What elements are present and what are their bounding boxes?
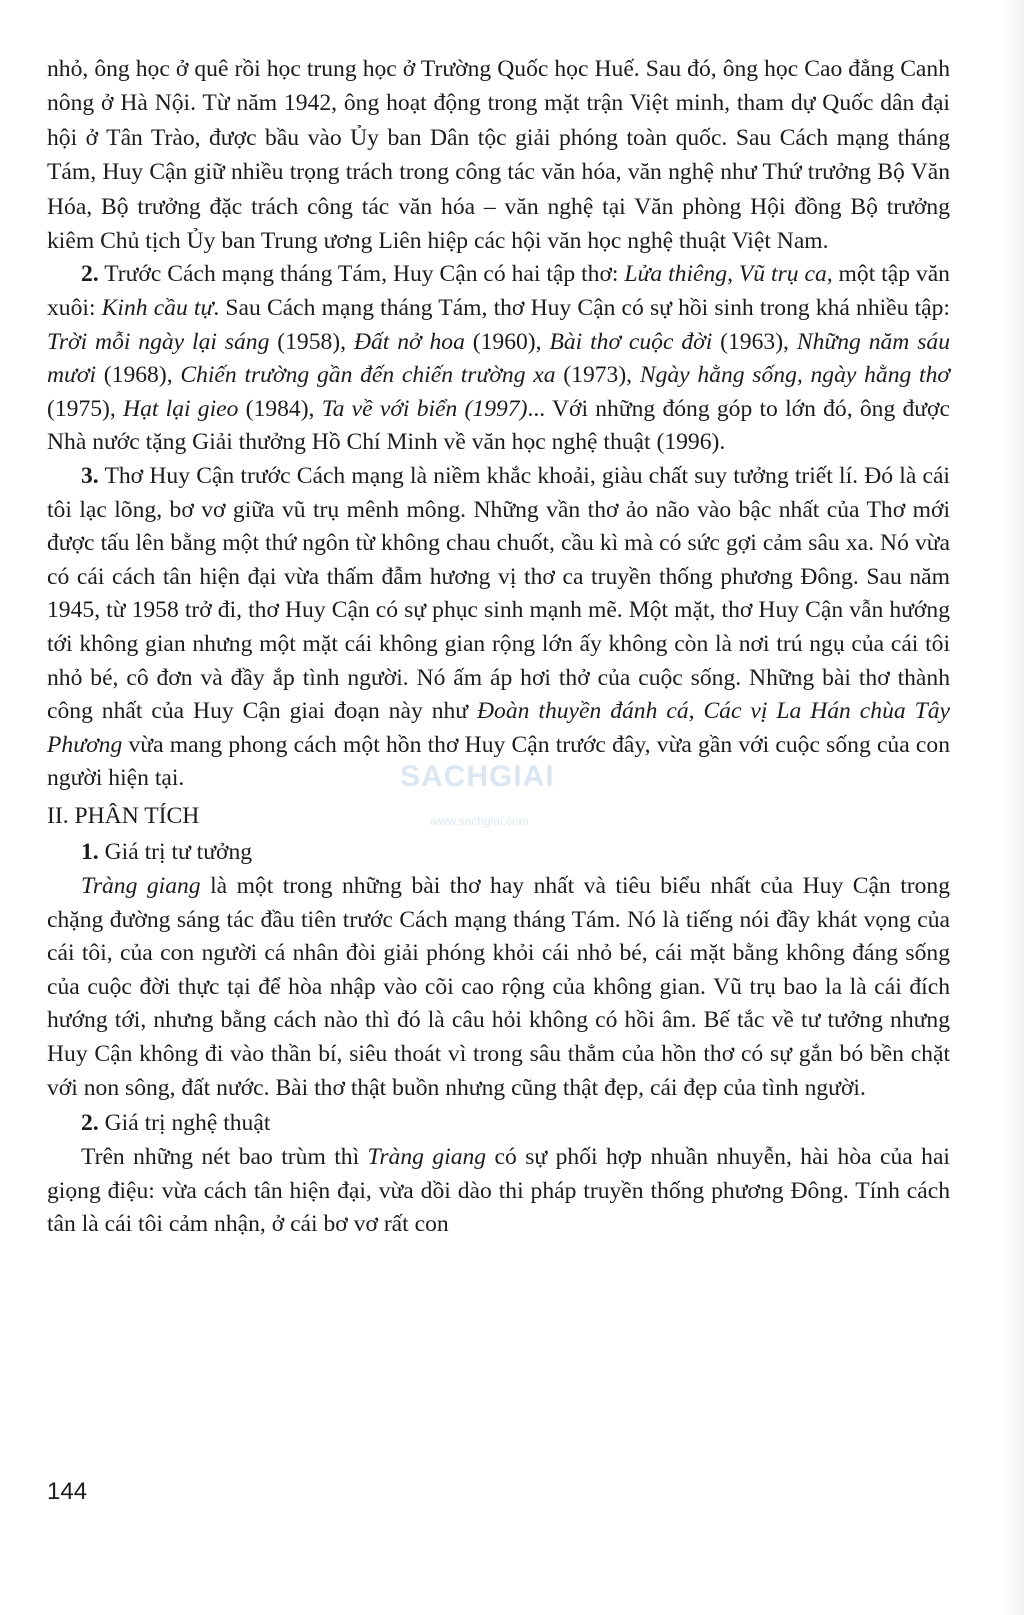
subheading-artistic-value [47,1105,950,1141]
point-number: 3. [81,463,99,489]
text-run: ... Với những đóng góp to lớn đó, ông được Nhà nước tặng Giải thưởng Hồ Chí Minh về văn học nghệ thuật (1996). [47,395,951,456]
italic-title-text: Chiến trường gần đến chiến trường xa [180,362,556,389]
text-run: có sự phối hợp nhuần nhuyễn, hài hòa của hai giọng điệu: vừa cách tân hiện đại, vừa dồi dào thi pháp truyền thống phương Đông. Tính cách tân là cái tôi cảm nhận, ở cái bơ vơ rất con [47,1144,950,1238]
text-run: vừa mang phong cách một hồn thơ Huy Cận trước đây, vừa gần với cuộc sống của con người hiện tại. [47,731,950,792]
text-run: là một trong những bài thơ hay nhất và tiêu biểu nhất của Huy Cận trong chặng đường sáng tác đầu tiên trước Cách mạng tháng Tám. Nó là tiếng nói đầy khát vọng của cái tôi, của con người cá nhân đòi giải phóng khỏi cái nhỏ bé, cái mặt bằng không đáng sống của cuộc đời thực tại để hòa nhập vào cõi cao rộng của không gian. Vũ trụ bao la là cái đích hướng tới, nhưng bằng cách nào thì đó là câu hỏi không có hồi âm. Bế tắc về tư tưởng nhưng Huy Cận không đi vào thần bí, siêu thoát vì trong sâu thẳm của hồn thơ có sự gắn bó bền chặt với non sông, đất nước. Bài thơ thật buồn nhưng cũng thật đẹp, cái đẹp của tình người. [47,872,950,1101]
watermark-url: www.sachgiai.com [430,814,529,828]
italic-title-text: Tràng giang [81,872,201,899]
italic-title-text: Đất nở hoa [353,328,465,355]
text-run: Trước Cách mạng tháng Tám, Huy Cận có hai tập thơ: [98,261,625,288]
italic-title-text: Ngày hằng sống, ngày hằng thơ [639,362,950,389]
text-run: . Sau Cách mạng tháng Tám, thơ Huy Cận có sự hồi sinh trong khá nhiều tập: [213,295,950,322]
page-number: 144 [47,1478,88,1505]
paragraph-poetic-style [47,460,950,796]
subheading-number: 1. [81,838,99,865]
italic-title-text: Tràng giang [367,1144,487,1171]
paragraph-ideological-value [47,870,950,1105]
watermark-logo: SACHGIAI [400,760,555,793]
subheading-label: Giá trị tư tưởng [104,838,253,865]
text-run: (1968), [96,362,181,389]
subheading-ideological-value [47,834,950,870]
paragraph-artistic-value [47,1141,950,1242]
paragraph-works [47,258,950,460]
text-run: Thơ Huy Cận trước Cách mạng là niềm khắc khoải, giàu chất suy tưởng triết lí. Đó là cái tôi lạc lõng, bơ vơ giữa vũ trụ mênh mông. Những vần thơ ảo não vào bậc nhất của Thơ mới được tấu lên bằng một thứ ngôn từ không chau chuốt, cầu kì mà có sức gợi cảm sâu xa. Nó vừa có cái cách tân hiện đại vừa thấm đẫm hương vị thơ ca truyền thống phương Đông. Sau năm 1945, từ 1958 trở đi, thơ Huy Cận có sự phục sinh mạnh mẽ. Một mặt, thơ Huy Cận vẫn hướng tới không gian nhưng một mặt cái không gian rộng lớn ấy không còn là nơi trú ngụ của cái tôi nhỏ bé, cô đơn và đầy ắp tình người. Nó ấm áp hơi thở của cuộc sống. Những bài thơ thành công nhất của Huy Cận giai đoạn này như [47,463,950,725]
point-number: 2. [81,261,99,288]
text-run: nhỏ, ông học ở quê rồi học trung học ở Trường Quốc học Huế. Sau đó, ông học Cao đẳng Canh nông ở Hà Nội. Từ năm 1942, ông hoạt động trong mặt trận Việt minh, tham dự Quốc dân đại hội ở Tân Trào, được bầu vào Ủy ban Dân tộc giải phóng toàn quốc. Sau Cách mạng tháng Tám, Huy Cận giữ nhiều trọng trách trong công tác văn hóa, văn nghệ như Thứ trưởng Bộ Văn Hóa, Bộ trưởng đặc trách công tác văn hóa – văn nghệ tại Văn phòng Hội đồng Bộ trưởng kiêm Chủ tịch Ủy ban Trung ương Liên hiệp các hội văn học nghệ thuật Việt Nam. [47,56,950,255]
italic-title-text: Kinh cầu tự [101,295,214,322]
text-run: (1975), [47,395,124,422]
text-run: Trên những nét bao trùm thì [81,1144,368,1171]
text-run: một tập văn xuôi: [47,261,950,322]
italic-title-text: Hạt lại gieo [123,395,239,422]
italic-title-text: Ta về với biển (1997) [321,395,528,422]
text-run: (1973), [555,362,640,389]
italic-title-text: Trời mỗi ngày lại sáng [47,328,270,355]
italic-title-text: Những năm sáu mươi [47,328,951,389]
text-run: (1963), [712,328,797,355]
italic-title-text: Đoàn thuyền đánh cá, Các vị La Hán chùa Tây Phương [47,698,950,758]
text-run: (1984), [238,395,322,422]
text-run: (1958), [269,328,354,355]
italic-title-text: Lửa thiêng, Vũ trụ ca, [624,261,833,288]
paragraph-biography [47,52,950,258]
subheading-number: 2. [81,1110,99,1137]
section-heading-analysis: II. PHÂN TÍCH [47,802,200,829]
text-run: (1960), [464,328,550,355]
italic-title-text: Bài thơ cuộc đời [549,328,713,355]
page-edge-shadow [1002,0,1024,1615]
subheading-label: Giá trị nghệ thuật [104,1110,271,1137]
page-body [47,52,950,1242]
